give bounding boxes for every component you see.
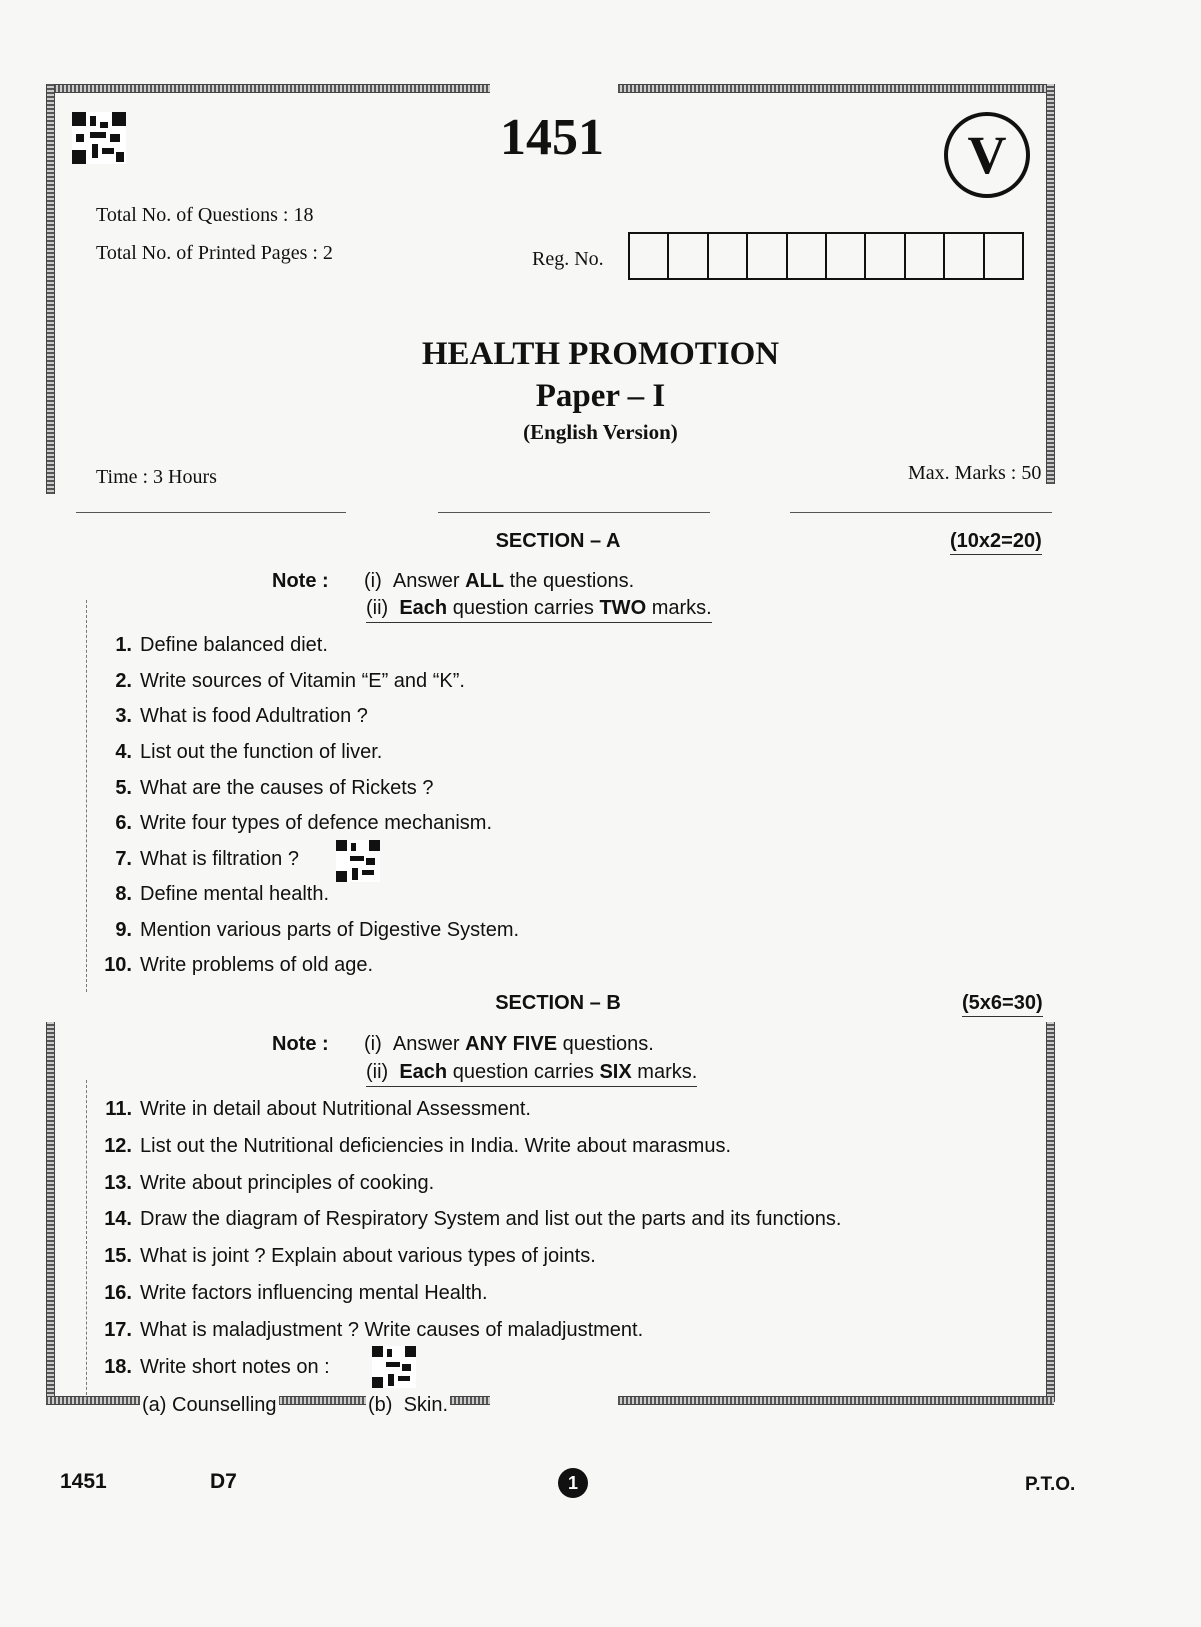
question-item: 7. What is filtration ? — [115, 848, 299, 870]
question-item: 2. Write sources of Vitamin “E” and “K”. — [115, 670, 465, 692]
paper-title: Paper – I — [535, 378, 666, 414]
question-item: 10. Write problems of old age. — [104, 954, 374, 976]
question-item: 11. Write in detail about Nutritional Assessment. — [105, 1098, 531, 1120]
version-subtitle: (English Version) — [523, 420, 678, 444]
subject-title: HEALTH PROMOTION — [421, 336, 780, 372]
question-item: 1. Define balanced diet. — [115, 634, 328, 656]
section-b-note-i: (i) Answer ANY FIVE questions. — [364, 1033, 654, 1055]
left-border-bottom — [46, 1022, 55, 1402]
top-border-left — [46, 84, 490, 93]
question-item: 4. List out the function of liver. — [115, 741, 383, 763]
section-b-heading: SECTION – B — [495, 992, 621, 1014]
question-item: 15. What is joint ? Explain about various types of joints. — [104, 1245, 596, 1267]
section-a-note-ii: (ii) Each question carries TWO marks. — [366, 597, 712, 623]
max-marks: Max. Marks : 50 — [908, 462, 1042, 484]
question-item: 3. What is food Adultration ? — [115, 705, 368, 727]
section-a-note-i: (i) Answer ALL the questions. — [364, 570, 635, 592]
note-label: Note : — [272, 1033, 329, 1055]
divider — [438, 512, 710, 513]
question-item: 18. Write short notes on : — [104, 1356, 330, 1378]
qr-code-icon — [336, 840, 380, 882]
pto-label: P.T.O. — [1025, 1474, 1076, 1495]
version-badge: V — [944, 112, 1030, 198]
bottom-border-right — [618, 1396, 1054, 1405]
qr-code-icon — [72, 112, 126, 164]
footer-set: D7 — [210, 1470, 237, 1493]
footer-code: 1451 — [60, 1470, 107, 1493]
margin-line — [86, 1080, 87, 1400]
section-b-note-ii: (ii) Each question carries SIX marks. — [366, 1061, 697, 1087]
divider — [790, 512, 1052, 513]
margin-line — [86, 600, 87, 992]
reg-no-boxes[interactable] — [628, 232, 1024, 280]
qr-code-icon — [372, 1346, 416, 1388]
top-border-right — [618, 84, 1054, 93]
page-number: 1 — [558, 1468, 588, 1498]
time-limit: Time : 3 Hours — [96, 466, 217, 488]
question-item: 5. What are the causes of Rickets ? — [115, 777, 434, 799]
reg-no-label: Reg. No. — [532, 248, 604, 270]
section-b-marks: (5x6=30) — [962, 992, 1043, 1015]
note-label: Note : — [272, 570, 329, 592]
question-item: 9. Mention various parts of Digestive System. — [115, 919, 520, 941]
question-item: 12. List out the Nutritional deficiencies in India. Write about marasmus. — [104, 1135, 732, 1157]
question-item: 14. Draw the diagram of Respiratory System and list out the parts and its functions. — [104, 1208, 842, 1230]
total-questions: Total No. of Questions : 18 — [96, 204, 314, 226]
question-item: 6. Write four types of defence mechanism. — [115, 812, 493, 834]
question-item: 8. Define mental health. — [115, 883, 330, 905]
question-item: 13. Write about principles of cooking. — [104, 1172, 435, 1194]
section-a-marks: (10x2=20) — [950, 530, 1042, 553]
sub-item-a: (a) Counselling — [142, 1394, 277, 1416]
total-pages: Total No. of Printed Pages : 2 — [96, 242, 333, 264]
question-item: 16. Write factors influencing mental Health. — [104, 1282, 488, 1304]
paper-code: 1451 — [500, 109, 604, 166]
section-a-heading: SECTION – A — [495, 530, 621, 552]
question-item: 17. What is maladjustment ? Write causes of maladjustment. — [104, 1319, 644, 1341]
sub-item-b: (b) Skin. — [368, 1394, 449, 1416]
divider — [76, 512, 346, 513]
